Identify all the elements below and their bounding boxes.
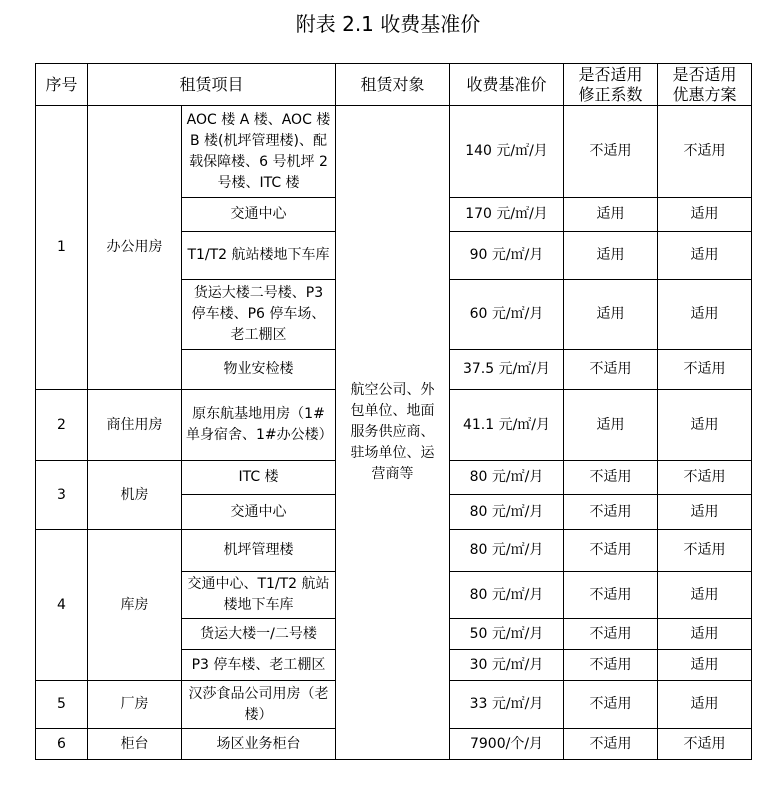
location-cell: 货运大楼一/二号楼 <box>182 619 336 650</box>
correction-cell: 适用 <box>564 280 658 350</box>
discount-cell: 适用 <box>658 232 752 280</box>
discount-cell: 适用 <box>658 572 752 619</box>
location-cell: AOC 楼 A 楼、AOC 楼 B 楼(机坪管理楼)、配载保障楼、6 号机坪 2 号楼、ITC 楼 <box>182 106 336 198</box>
correction-cell: 不适用 <box>564 106 658 198</box>
correction-cell: 不适用 <box>564 350 658 390</box>
location-cell: 汉莎食品公司用房（老楼） <box>182 681 336 729</box>
document-title: 附表 2.1 收费基准价 <box>295 12 481 36</box>
discount-cell: 适用 <box>658 650 752 681</box>
correction-cell: 不适用 <box>564 461 658 495</box>
price-cell: 33 元/㎡/月 <box>450 681 564 729</box>
price-cell: 30 元/㎡/月 <box>450 650 564 681</box>
seq-cell: 5 <box>36 681 88 729</box>
seq-cell: 1 <box>36 106 88 390</box>
fee-table <box>35 63 752 760</box>
seq-cell: 3 <box>36 461 88 530</box>
header-price: 收费基准价 <box>450 64 564 106</box>
price-cell: 37.5 元/㎡/月 <box>450 350 564 390</box>
price-cell: 80 元/㎡/月 <box>450 572 564 619</box>
price-cell: 80 元/㎡/月 <box>450 495 564 530</box>
category-cell: 柜台 <box>88 729 182 760</box>
header-correction-line2: 修正系数 <box>578 84 643 104</box>
discount-cell: 适用 <box>658 619 752 650</box>
table-row <box>36 106 752 198</box>
header-correction-line1: 是否适用 <box>578 64 643 84</box>
location-cell: P3 停车楼、老工棚区 <box>182 650 336 681</box>
correction-cell: 不适用 <box>564 619 658 650</box>
price-cell: 50 元/㎡/月 <box>450 619 564 650</box>
correction-cell: 不适用 <box>564 572 658 619</box>
price-cell: 90 元/㎡/月 <box>450 232 564 280</box>
discount-cell: 适用 <box>658 495 752 530</box>
price-cell: 60 元/㎡/月 <box>450 280 564 350</box>
location-cell: 交通中心、T1/T2 航站楼地下车库 <box>182 572 336 619</box>
location-cell: 交通中心 <box>182 198 336 232</box>
category-cell: 库房 <box>88 530 182 681</box>
header-seq: 序号 <box>36 64 88 106</box>
seq-cell: 2 <box>36 390 88 461</box>
location-cell: T1/T2 航站楼地下车库 <box>182 232 336 280</box>
correction-cell: 适用 <box>564 232 658 280</box>
price-cell: 7900/个/月 <box>450 729 564 760</box>
discount-cell: 适用 <box>658 681 752 729</box>
discount-cell: 适用 <box>658 390 752 461</box>
seq-cell: 6 <box>36 729 88 760</box>
category-cell: 商住用房 <box>88 390 182 461</box>
discount-cell: 适用 <box>658 198 752 232</box>
discount-cell: 不适用 <box>658 106 752 198</box>
discount-cell: 不适用 <box>658 461 752 495</box>
header-discount-line2: 优惠方案 <box>672 84 737 104</box>
header-discount-line1: 是否适用 <box>672 64 737 84</box>
location-cell: 交通中心 <box>182 495 336 530</box>
location-cell: 场区业务柜台 <box>182 729 336 760</box>
price-cell: 41.1 元/㎡/月 <box>450 390 564 461</box>
header-item: 租赁项目 <box>88 64 336 106</box>
discount-cell: 适用 <box>658 280 752 350</box>
location-cell: 货运大楼二号楼、P3 停车楼、P6 停车场、老工棚区 <box>182 280 336 350</box>
correction-cell: 适用 <box>564 198 658 232</box>
price-cell: 80 元/㎡/月 <box>450 530 564 572</box>
price-cell: 170 元/㎡/月 <box>450 198 564 232</box>
target-cell: 航空公司、外包单位、地面服务供应商、驻场单位、运营商等 <box>336 106 450 760</box>
category-cell: 机房 <box>88 461 182 530</box>
location-cell: 机坪管理楼 <box>182 530 336 572</box>
location-cell: 原东航基地用房（1# 单身宿舍、1#办公楼） <box>182 390 336 461</box>
discount-cell: 不适用 <box>658 729 752 760</box>
header-target: 租赁对象 <box>336 64 450 106</box>
correction-cell: 不适用 <box>564 650 658 681</box>
correction-cell: 不适用 <box>564 729 658 760</box>
correction-cell: 不适用 <box>564 530 658 572</box>
discount-cell: 不适用 <box>658 530 752 572</box>
correction-cell: 不适用 <box>564 681 658 729</box>
category-cell: 厂房 <box>88 681 182 729</box>
correction-cell: 适用 <box>564 390 658 461</box>
price-cell: 80 元/㎡/月 <box>450 461 564 495</box>
header-correction <box>564 64 658 106</box>
price-cell: 140 元/㎡/月 <box>450 106 564 198</box>
seq-cell: 4 <box>36 530 88 681</box>
location-cell: ITC 楼 <box>182 461 336 495</box>
header-row <box>36 64 752 106</box>
location-cell: 物业安检楼 <box>182 350 336 390</box>
discount-cell: 不适用 <box>658 350 752 390</box>
category-cell: 办公用房 <box>88 106 182 390</box>
header-discount <box>658 64 752 106</box>
correction-cell: 不适用 <box>564 495 658 530</box>
